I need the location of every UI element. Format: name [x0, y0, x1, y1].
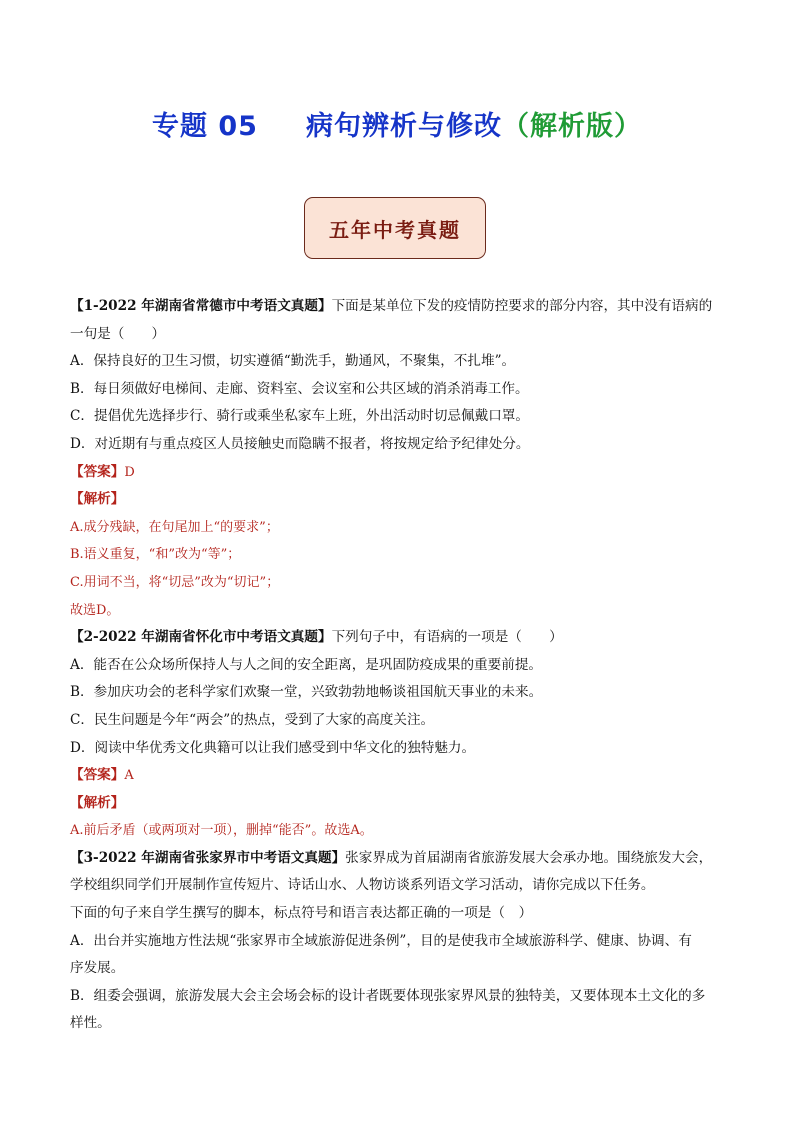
- question-stem: 一句是（ ）: [70, 325, 166, 342]
- analysis-label: 【解析】: [70, 794, 125, 811]
- option-c: C．提倡优先选择步行、骑行或乘坐私家车上班，外出活动时切忌佩戴口罩。: [70, 408, 529, 425]
- option-b: B．参加庆功会的老科学家们欢聚一堂，兴致勃勃地畅谈祖国航天事业的未来。: [70, 684, 543, 701]
- document-title: [0, 104, 794, 143]
- question-source: 【3-2022 年湖南省张家界市中考语文真题】: [70, 849, 346, 866]
- question-source: 【2-2022 年湖南省怀化市中考语文真题】: [70, 629, 332, 646]
- question-3: [70, 845, 730, 1038]
- answer-label: 【答案】: [70, 463, 125, 480]
- option-d: D．阅读中华优秀文化典籍可以让我们感受到中华文化的独特魅力。: [70, 739, 476, 756]
- question-stem: 张家界成为首届湖南省旅游发展大会承办地。围绕旅发大会，: [345, 849, 713, 866]
- option-b: B．每日须做好电梯间、走廊、资料室、会议室和公共区域的消杀消毒工作。: [70, 380, 529, 397]
- answer-value: A: [124, 768, 134, 784]
- topic-title: 病句辨析与修改: [305, 111, 502, 142]
- question-1: [70, 293, 730, 624]
- option-d: D．对近期有与重点疫区人员接触史而隐瞒不报者，将按规定给予纪律处分。: [70, 435, 530, 452]
- analysis-line: C.用词不当，将“切忌”改为“切记”；: [70, 574, 280, 590]
- answer-value: D: [124, 464, 135, 480]
- option-a-continued: 序发展。: [70, 960, 125, 977]
- question-2: [70, 624, 730, 845]
- analysis-conclusion: 故选D。: [70, 602, 120, 618]
- question-stem: 下面是某单位下发的疫情防控要求的部分内容，其中没有语病的: [331, 298, 713, 314]
- section-banner: 五年中考真题: [304, 197, 486, 259]
- topic-number: 专题 05: [152, 111, 258, 142]
- question-stem: 学校组织同学们开展制作宣传短片、诗话山水、人物访谈系列语文学习活动，请你完成以下任务。: [70, 877, 655, 894]
- analysis-line: A.前后矛盾（或两项对一项），删掉“能否”。故选A。: [70, 823, 373, 839]
- option-a: A．能否在公众场所保持人与人之间的安全距离，是巩固防疫成果的重要前提。: [70, 656, 543, 673]
- analysis-line: B.语义重复，“和”改为“等”；: [70, 547, 241, 563]
- question-stem: 下面的句子来自学生撰写的脚本，标点符号和语言表达都正确的一项是（ ）: [70, 905, 533, 922]
- analysis-line: A.成分残缺，在句尾加上“的要求”；: [70, 519, 279, 535]
- option-b-continued: 样性。: [70, 1015, 111, 1032]
- question-stem: 下列句子中，有语病的一项是（ ）: [331, 629, 563, 646]
- option-a: A．保持良好的卫生习惯，切实遵循“勤洗手，勤通风，不聚集，不扎堆”。: [70, 353, 516, 370]
- analysis-label: 【解析】: [70, 491, 125, 508]
- topic-subtitle: （解析版）: [501, 111, 642, 142]
- option-c: C．民生问题是今年“两会”的热点，受到了大家的高度关注。: [70, 711, 435, 728]
- document-body: [70, 293, 730, 1038]
- option-b: B．组委会强调，旅游发展大会主会场会标的设计者既要体现张家界风景的独特美，又要体现本土文化的多: [70, 987, 706, 1004]
- answer-label: 【答案】: [70, 767, 125, 784]
- question-source: 【1-2022 年湖南省常德市中考语文真题】: [70, 298, 332, 314]
- option-a: A．出台并实施地方性法规“张家界市全域旅游促进条例”，目的是使我市全域旅游科学、健康、协调、有: [70, 932, 692, 949]
